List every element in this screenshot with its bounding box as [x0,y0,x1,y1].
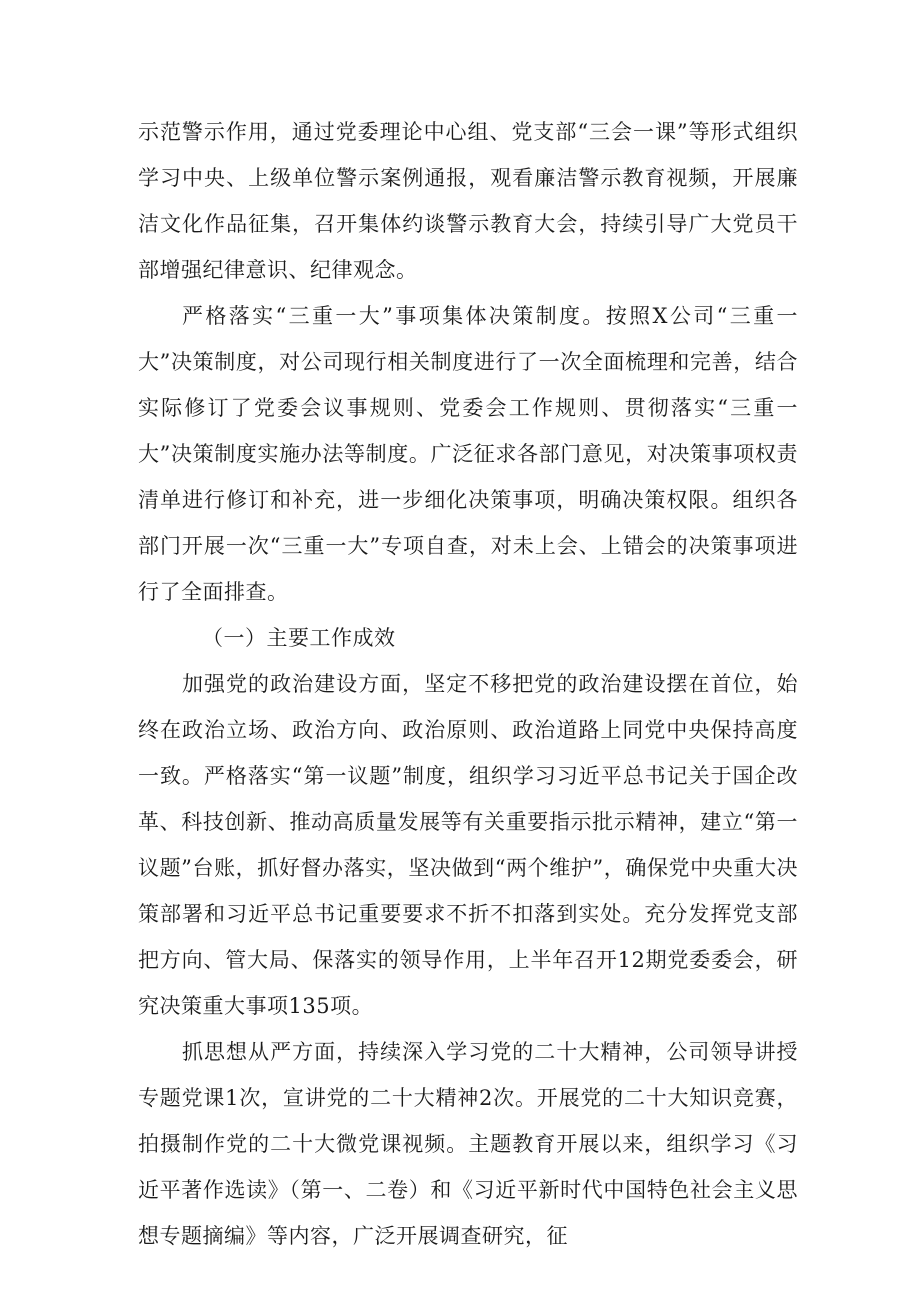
document-body [138,109,798,1259]
paragraph-ideological-strictness: 抓思想从严方面，持续深入学习党的二十大精神，公司领导讲授专题党课1次，宣讲党的二十大精神2次。开展党的二十大知识竞赛，拍摄制作党的二十大微党课视频。主题教育开展以来，组织学习《习近平著作选读》（第一、二卷）和《习近平新时代中国特色社会主义思想专题摘编》等内容，广泛开展调查研究，征 [138,1040,798,1248]
section-heading-main-achievements: （一）主要工作成效 [202,626,396,650]
paragraph-political-construction: 加强党的政治建设方面，坚定不移把党的政治建设摆在首位，始终在政治立场、政治方向、政治原则、政治道路上同党中央保持高度一致。严格落实“第一议题”制度，组织学习习近平总书记关于国企改革、科技创新、推动高质量发展等有关重要指示批示精神，建立“第一议题”台账，抓好督办落实，坚决做到“两个维护”，确保党中央重大决策部署和习近平总书记重要要求不折不扣落到实处。充分发挥党支部把方向、管大局、保落实的领导作用，上半年召开12期党委委会，研究决策重大事项135项。 [138,672,798,1018]
paragraph-continued-warning-education: 示范警示作用，通过党委理论中心组、党支部“三会一课”等形式组织学习中央、上级单位警示案例通报，观看廉洁警示教育视频，开展廉洁文化作品征集，召开集体约谈警示教育大会，持续引导广大党员干部增强纪律意识、纪律观念。 [138,120,798,282]
paragraph-three-important-one-big: 严格落实“三重一大”事项集体决策制度。按照X公司“三重一大”决策制度，对公司现行相关制度进行了一次全面梳理和完善，结合实际修订了党委会议事规则、党委会工作规则、贯彻落实“三重一大”决策制度实施办法等制度。广泛征求各部门意见，对决策事项权责清单进行修订和补充，进一步细化决策事项，明确决策权限。组织各部门开展一次“三重一大”专项自查，对未上会、上错会的决策事项进行了全面排查。 [138,304,798,604]
